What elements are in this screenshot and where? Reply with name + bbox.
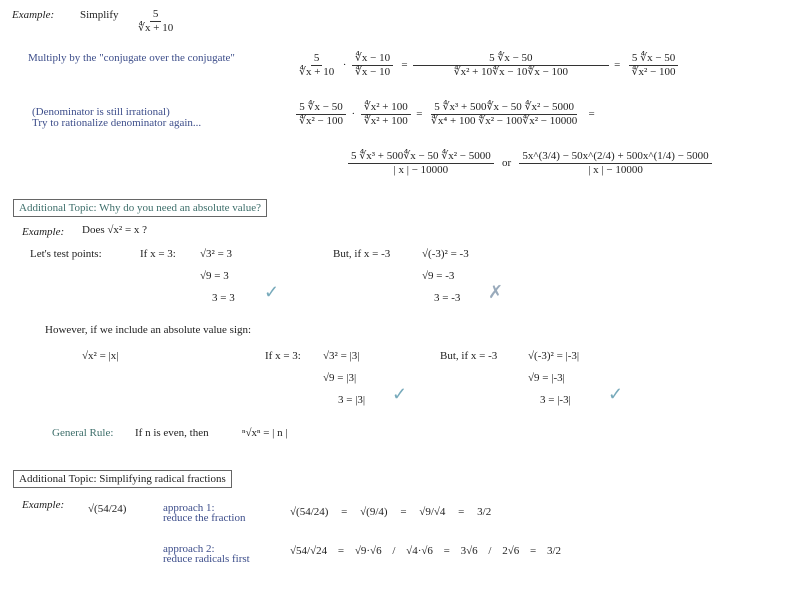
approach2-desc: reduce radicals first	[163, 553, 250, 565]
case1-line: √9 = 3	[200, 270, 229, 282]
case1-line: 3 = 3	[212, 292, 235, 304]
step1-equation: $\frac{5}{∜x + 10}$ · $\frac{∜x - 10}{∜x - 10}$ = $\frac{5 ∜x - 50}{\text{∜x² + 10∜x − 10∜x − 100}}$ = $\frac{5 ∜x - 50}{\text{∜x² − 100}}$	[296, 52, 679, 79]
step2-equation: $\frac{5 ∜x - 50}{\text{∜x² − 100}}$ · $\frac{\text{∜x² + 100}}{\text{∜x² + 100}}$ = $\frac{\text{5 ∜x³ + 500∜x − 50 ∜x² − 5000}}{\text{∜x⁴ + 100 ∜x² − 100∜x² − 10000}}$ =	[296, 101, 595, 128]
approach2-equation: √54/√24 = √9·√6 / √4·√6 = 3√6 / 2√6 = 3/2	[290, 545, 562, 557]
check-icon: ✓	[608, 384, 624, 404]
general-rule-label: General Rule:	[52, 427, 114, 439]
case4-line: √(-3)² = |-3|	[528, 350, 580, 362]
case4-line: √9 = |-3|	[528, 372, 565, 384]
case2-condition: But, if x = -3	[333, 248, 391, 260]
case1-condition: If x = 3:	[140, 248, 176, 260]
check-icon: ✓	[264, 282, 280, 302]
case3-condition: If x = 3:	[265, 350, 301, 362]
case4-condition: But, if x = -3	[440, 350, 498, 362]
approach1-equation: √(54/24) = √(9/4) = √9/√4 = 3/2	[290, 506, 492, 518]
example-label: Example:	[22, 499, 65, 511]
case3-line: √9 = |3|	[323, 372, 357, 384]
example1-fraction: $\frac{5}{∜x + 10}$	[138, 8, 174, 34]
conjugate-note: Multiply by the "conjugate over the conjugate"	[28, 52, 235, 64]
case3-line: √3² = |3|	[323, 350, 360, 362]
case1-line: √3² = 3	[200, 248, 233, 260]
irrational-note: (Denominator is still irrational)	[32, 106, 170, 118]
simplify-label: Simplify	[80, 9, 119, 21]
general-rule-text: If n is even, then	[135, 427, 209, 439]
step3-equation: $\frac{\text{5 ∜x³ + 500∜x − 50 ∜x² − 5000}}{| x | - 10000}$ or $\frac{5x\^{}(3/4) - 50x\^{}(2/4) + 500x\^{}(1/4) - 5000}{| x | - 10000}$	[348, 150, 712, 177]
rationalize-note: Try to rationalize denominator again...	[32, 117, 202, 129]
check-icon: ✓	[392, 384, 408, 404]
example-label: Example:	[12, 9, 55, 21]
absolute-question: Does √x² = x ?	[82, 224, 148, 236]
case2-line: 3 = -3	[434, 292, 461, 304]
approach2-label: approach 2:	[163, 543, 215, 555]
radical-fraction-example: √(54/24)	[88, 503, 127, 515]
topic-radical-fractions-title: Additional Topic: Simplifying radical fractions	[13, 470, 232, 488]
case2-line: √9 = -3	[422, 270, 455, 282]
cross-icon: ✗	[488, 282, 504, 302]
general-rule-equation: ⁿ√xⁿ = | n |	[242, 427, 288, 439]
test-points-label: Let's test points:	[30, 248, 102, 260]
abs-equation: √x² = |x|	[82, 350, 119, 362]
approach1-label: approach 1:	[163, 502, 215, 514]
topic-absolute-value-title: Additional Topic: Why do you need an absolute value?	[13, 199, 267, 217]
case2-line: √(-3)² = -3	[422, 248, 469, 260]
approach1-desc: reduce the fraction	[163, 512, 246, 524]
case3-line: 3 = |3|	[338, 394, 366, 406]
however-note: However, if we include an absolute value sign:	[45, 324, 252, 336]
example-label: Example:	[22, 226, 65, 238]
case4-line: 3 = |-3|	[540, 394, 571, 406]
